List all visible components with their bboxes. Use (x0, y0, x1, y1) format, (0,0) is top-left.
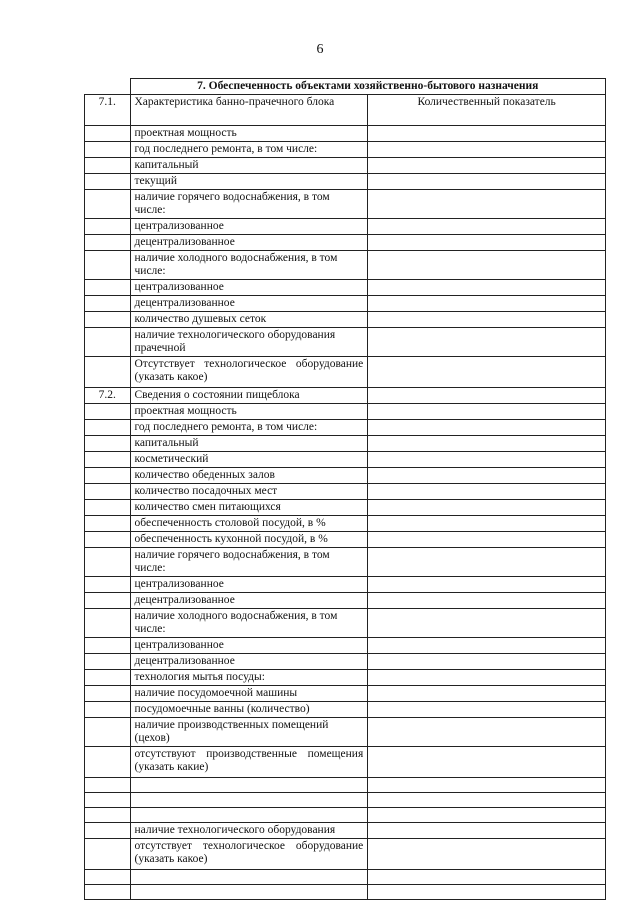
row-label: текущий (130, 174, 368, 190)
row-label: отсутствует технологическое оборудование (указать какое) (130, 839, 368, 870)
value-cell[interactable] (368, 686, 606, 702)
row-number (85, 280, 131, 296)
table-row (85, 778, 606, 793)
table-row (85, 235, 606, 251)
row-number (85, 870, 131, 885)
table-row (85, 452, 606, 468)
row-label: косметический (130, 452, 368, 468)
row-number (85, 142, 131, 158)
row-label: наличие холодного водоснабжения, в том числе: (130, 251, 368, 280)
row-number (85, 808, 131, 823)
page-number: 6 (316, 42, 324, 57)
table-row (85, 357, 606, 388)
table-row (85, 718, 606, 747)
table-row (85, 158, 606, 174)
row-number (85, 823, 131, 839)
table-row (85, 174, 606, 190)
value-cell[interactable] (368, 747, 606, 778)
value-cell[interactable] (368, 420, 606, 436)
row-label (130, 793, 368, 808)
row-label: количество обеденных залов (130, 468, 368, 484)
row-label: капитальный (130, 436, 368, 452)
row-number (85, 312, 131, 328)
row-number (85, 718, 131, 747)
value-cell[interactable] (368, 702, 606, 718)
table-row (85, 593, 606, 609)
table-row (85, 670, 606, 686)
row-number (85, 328, 131, 357)
row-number (85, 609, 131, 638)
value-cell[interactable] (368, 500, 606, 516)
value-cell[interactable] (368, 142, 606, 158)
row-number (85, 404, 131, 420)
value-cell[interactable] (368, 126, 606, 142)
row-label: количество душевых сеток (130, 312, 368, 328)
table-row (85, 654, 606, 670)
row-label: обеспеченность кухонной посудой, в % (130, 532, 368, 548)
row-label: отсутствуют производственные помещения (указать какие) (130, 747, 368, 778)
row-number (85, 468, 131, 484)
value-cell[interactable] (368, 219, 606, 235)
table-row (85, 484, 606, 500)
value-cell[interactable] (368, 808, 606, 823)
value-cell[interactable] (368, 718, 606, 747)
table-row (85, 686, 606, 702)
value-cell[interactable] (368, 251, 606, 280)
table-row (85, 516, 606, 532)
row-number (85, 219, 131, 235)
table-row (85, 702, 606, 718)
row-label: наличие посудомоечной машины (130, 686, 368, 702)
table-row (85, 328, 606, 357)
row-label: технология мытья посуды: (130, 670, 368, 686)
value-cell[interactable] (368, 468, 606, 484)
row-number (85, 577, 131, 593)
table-row (85, 839, 606, 870)
row-label: централизованное (130, 577, 368, 593)
value-cell[interactable] (368, 609, 606, 638)
table-row (85, 609, 606, 638)
table-row (85, 500, 606, 516)
header-label: Характеристика банно-прачечного блока (130, 95, 368, 126)
row-label: централизованное (130, 219, 368, 235)
header-row (85, 95, 606, 126)
value-cell[interactable] (368, 593, 606, 609)
row-label: наличие технологического оборудования (130, 823, 368, 839)
value-cell[interactable] (368, 577, 606, 593)
row-label: год последнего ремонта, в том числе: (130, 420, 368, 436)
row-label (130, 870, 368, 885)
row-label: наличие холодного водоснабжения, в том числе: (130, 609, 368, 638)
row-number (85, 593, 131, 609)
value-cell[interactable] (368, 235, 606, 251)
row-label: централизованное (130, 280, 368, 296)
value-cell[interactable] (368, 885, 606, 900)
row-label: капитальный (130, 158, 368, 174)
row-number (85, 251, 131, 280)
value-cell[interactable] (368, 158, 606, 174)
table-row (85, 312, 606, 328)
row-label: децентрализованное (130, 593, 368, 609)
row-number (85, 158, 131, 174)
row-label (130, 885, 368, 900)
value-cell[interactable] (368, 280, 606, 296)
value-cell[interactable] (368, 404, 606, 420)
row-number (85, 839, 131, 870)
row-number (85, 778, 131, 793)
row-number (85, 747, 131, 778)
table-row (85, 280, 606, 296)
row-number (85, 654, 131, 670)
table-row (85, 190, 606, 219)
value-cell[interactable] (368, 328, 606, 357)
row-number (85, 126, 131, 142)
value-cell[interactable] (368, 548, 606, 577)
table-row (85, 577, 606, 593)
table-row (85, 219, 606, 235)
table-row (85, 532, 606, 548)
value-cell[interactable] (368, 312, 606, 328)
value-cell[interactable] (368, 670, 606, 686)
row-number (85, 484, 131, 500)
row-label: наличие производственных помещений (цехов) (130, 718, 368, 747)
value-cell[interactable] (368, 638, 606, 654)
row-number (85, 190, 131, 219)
value-cell[interactable] (368, 823, 606, 839)
row-label: наличие горячего водоснабжения, в том числе: (130, 190, 368, 219)
row-label: посудомоечные ванны (количество) (130, 702, 368, 718)
row-label: децентрализованное (130, 654, 368, 670)
table-row (85, 388, 606, 404)
value-cell[interactable] (368, 436, 606, 452)
value-cell[interactable] (368, 190, 606, 219)
table-row (85, 468, 606, 484)
row-label: Отсутствует технологическое оборудование (указать какое) (130, 357, 368, 388)
value-cell[interactable] (368, 532, 606, 548)
row-label: количество смен питающихся (130, 500, 368, 516)
row-label: количество посадочных мест (130, 484, 368, 500)
row-label: децентрализованное (130, 296, 368, 312)
table-row (85, 251, 606, 280)
row-label (130, 778, 368, 793)
value-cell[interactable] (368, 484, 606, 500)
row-label (130, 808, 368, 823)
value-cell[interactable] (368, 388, 606, 404)
row-number (85, 516, 131, 532)
row-number (85, 500, 131, 516)
row-number (85, 638, 131, 654)
table-row (85, 420, 606, 436)
table-row (85, 823, 606, 839)
row-label: наличие горячего водоснабжения, в том числе: (130, 548, 368, 577)
section-title: 7. Обеспеченность объектами хозяйственно-бытового назначения (130, 79, 606, 95)
table-row (85, 126, 606, 142)
table-row (85, 296, 606, 312)
header-num: 7.1. (85, 95, 131, 126)
value-cell[interactable] (368, 516, 606, 532)
value-cell[interactable] (368, 839, 606, 870)
table-row (85, 548, 606, 577)
header-value-label: Количественный показатель (368, 95, 606, 126)
value-cell[interactable] (368, 357, 606, 388)
row-number (85, 885, 131, 900)
row-number (85, 702, 131, 718)
section-title-row (85, 79, 606, 95)
row-number (85, 548, 131, 577)
value-cell[interactable] (368, 296, 606, 312)
value-cell[interactable] (368, 778, 606, 793)
row-number (85, 296, 131, 312)
row-number (85, 670, 131, 686)
row-number (85, 686, 131, 702)
value-cell[interactable] (368, 174, 606, 190)
row-label: обеспеченность столовой посудой, в % (130, 516, 368, 532)
row-number (85, 532, 131, 548)
value-cell[interactable] (368, 452, 606, 468)
section-num-cell (85, 79, 131, 95)
row-label: Сведения о состоянии пищеблока (130, 388, 368, 404)
row-number (85, 793, 131, 808)
row-number (85, 452, 131, 468)
row-number (85, 235, 131, 251)
row-number (85, 357, 131, 388)
table-row (85, 638, 606, 654)
value-cell[interactable] (368, 870, 606, 885)
value-cell[interactable] (368, 793, 606, 808)
row-label: год последнего ремонта, в том числе: (130, 142, 368, 158)
row-number (85, 436, 131, 452)
row-label: децентрализованное (130, 235, 368, 251)
value-cell[interactable] (368, 654, 606, 670)
facilities-table (84, 78, 606, 900)
row-label: наличие технологического оборудования прачечной (130, 328, 368, 357)
table-row (85, 142, 606, 158)
table-row (85, 747, 606, 778)
row-label: централизованное (130, 638, 368, 654)
row-label: проектная мощность (130, 404, 368, 420)
row-label: проектная мощность (130, 126, 368, 142)
table-row (85, 793, 606, 808)
row-number: 7.2. (85, 388, 131, 404)
table-row (85, 404, 606, 420)
table-row (85, 870, 606, 885)
table-row (85, 885, 606, 900)
row-number (85, 420, 131, 436)
table-row (85, 808, 606, 823)
row-number (85, 174, 131, 190)
table-row (85, 436, 606, 452)
